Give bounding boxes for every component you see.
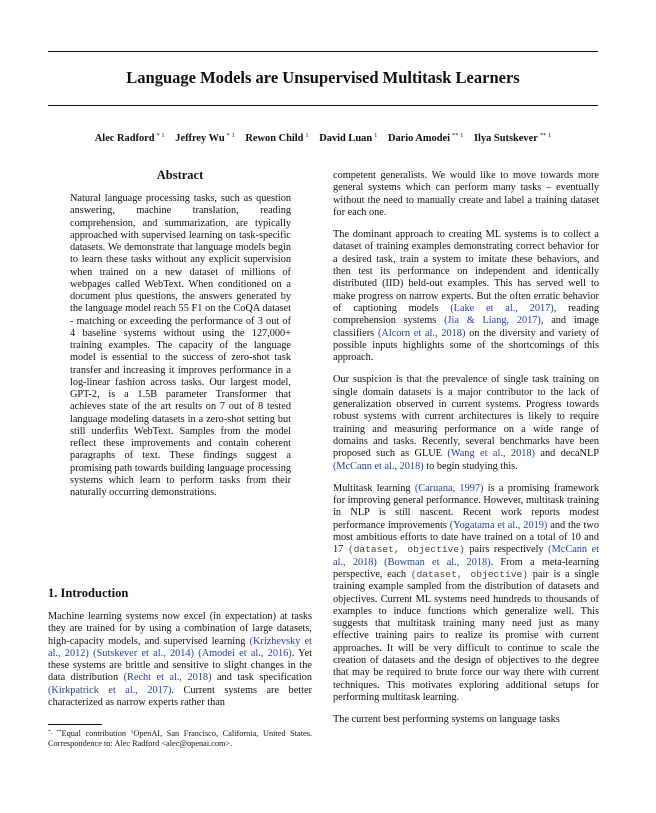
citation-link[interactable]: (Yogatama et al., 2019) <box>449 519 548 531</box>
citation-link[interactable]: (McCann et al., 2018) <box>333 460 424 472</box>
citation-link[interactable]: (Lake et al., 2017) <box>450 302 554 314</box>
author: David Luan $^1$ <box>319 132 378 144</box>
author: Dario Amodei $^{** 1}$ <box>387 132 464 144</box>
paragraph: Multitask learning (Caruana, 1997) is a promising framework for improving general performance. However, multitask training in NLP is still nascent. Recent work reports modest performance improvements (Yogatama et al., 2019) and the two most ambitious efforts to date have trained on a total of 10 and 17 (dataset, objective) pairs respectively (McCann et al., 2018) (Bowman et al., 2018). From a meta-learning perspective, each (dataset, objective) pair is a single training example sampled from the distribution of datasets and objectives. Current ML systems need hundreds to thousands of examples to induce functions which generalize well. This suggests that multitask training many need just as many effective training pairs to realize its promise with current approaches. It will be very difficult to continue to scale the creation of datasets and the design of objectives to the degree that may be required to brute force our way there with current techniques. This motivates exploring additional setups for performing multitask learning. <box>333 482 600 703</box>
footnote-rule <box>48 724 102 725</box>
citation-link[interactable]: (Caruana, 1997) <box>414 482 484 494</box>
paragraph: competent generalists. We would like to move towards more general systems which can perform many tasks – eventually without the need to manually create and label a training dataset for each one. <box>333 170 599 218</box>
author: Rewon Child $^1$ <box>245 132 309 144</box>
paragraph: The current best performing systems on language tasks <box>333 714 560 726</box>
paper-title: Language Models are Unsupervised Multitask Learners <box>126 68 520 87</box>
paragraph: The dominant approach to creating ML systems is to collect a dataset of training examples demonstrating correct behavior for a desired task, train a system to imitate these behaviors, and then test its performance on independent and identically distributed (IID) held-out examples. This has served well to make progress on narrow experts. But the often erratic behavior of captioning models (Lake et al., 2017), reading comprehension systems (Jia & Liang, 2017), and image classifiers (Alcorn et al., 2018) on the diversity and variety of possible inputs highlights some of the shortcomings of this approach. <box>333 229 600 364</box>
citation-link[interactable]: (Kirkpatrick et al., 2017) <box>48 684 172 696</box>
introduction-paragraph: Machine learning systems now excel (in expectation) at tasks they are trained for by using a combination of large datasets, high-capacity models, and supervised learning (Krizhevsky et al., 2012) (Sutskever et al., 2014) (Amodei et al., 2016). Yet these systems are brittle and sensitive to slight changes in the data distribution (Recht et al., 2018) and task specification (Kirkpatrick et al., 2017). Current systems are better characterized as narrow experts rather than <box>48 611 313 709</box>
code-span: (dataset, objective) <box>347 544 465 556</box>
abstract-text: Natural language processing tasks, such as question answering, machine translation, reading comprehension, and summarization, are typically approached with supervised learning on task-specific datasets. We demonstrate that language models begin to learn these tasks without any explicit supervision when trained on a new dataset of millions of webpages called WebText. When conditioned on a document plus questions, the answers generated by the language model reach 55 F1 on the CoQA dataset - matching or exceeding the performance of 3 out of 4 baseline systems without using the 127,000+ training examples. The capacity of the language model is essential to the success of zero-shot task transfer and increasing it improves performance in a log-linear fashion across tasks. Our largest model, GPT-2, is a 1.5B parameter Transformer that achieves state of the art results on 7 out of 8 tested language modeling datasets in a zero-shot setting but still underfits WebText. Samples from the model reflect these improvements and contain coherent paragraphs of text. These findings suggest a promising path towards building language processing systems which learn to perform tasks from their naturally occurring demonstrations. <box>70 193 291 498</box>
citation-link[interactable]: (Amodei et al., 2016) <box>198 647 292 659</box>
citation-link[interactable]: (Krizhevsky et al., 2012) <box>48 635 313 659</box>
introduction-heading: 1. Introduction <box>48 586 129 600</box>
citation-link[interactable]: (Jia & Liang, 2017) <box>444 315 541 327</box>
citation-link[interactable]: (Wang et al., 2018) <box>447 448 535 460</box>
title-top-rule <box>48 51 598 52</box>
title-bottom-rule <box>48 105 598 106</box>
citation-link[interactable]: (Recht et al., 2018) <box>123 672 212 684</box>
footnote: *, **Equal contribution $^1$OpenAI, San Francisco, California, United States. Correspondence to: Alec Radford <alec@openai.com>. <box>48 729 313 749</box>
citation-link[interactable]: (Sutskever et al., 2014) <box>93 647 195 659</box>
code-span: (dataset, objective) <box>410 568 529 580</box>
right-column <box>333 170 599 736</box>
citation-link[interactable]: (Alcorn et al., 2018) <box>377 327 466 339</box>
author: Alec Radford $^{* 1}$ <box>94 132 165 144</box>
author: Ilya Sutskever $^{** 1}$ <box>474 132 552 144</box>
author-list <box>48 129 598 145</box>
paragraph: Our suspicion is that the prevalence of single task training on single domain datasets is a major contributor to the lack of generalization observed in current systems. Progress towards robust systems with current architectures is likely to require training and measuring performance on a wide range of domains and tasks. Recently, several benchmarks have been proposed such as GLUE (Wang et al., 2018) and decaNLP (McCann et al., 2018) to begin studying this. <box>333 374 600 472</box>
abstract-heading: Abstract <box>156 168 204 182</box>
citation-link[interactable]: (McCann et al., 2018) <box>333 544 599 568</box>
author: Jeffrey Wu $^{* 1}$ <box>175 132 235 144</box>
citation-link[interactable]: (Bowman et al., 2018) <box>384 556 491 568</box>
